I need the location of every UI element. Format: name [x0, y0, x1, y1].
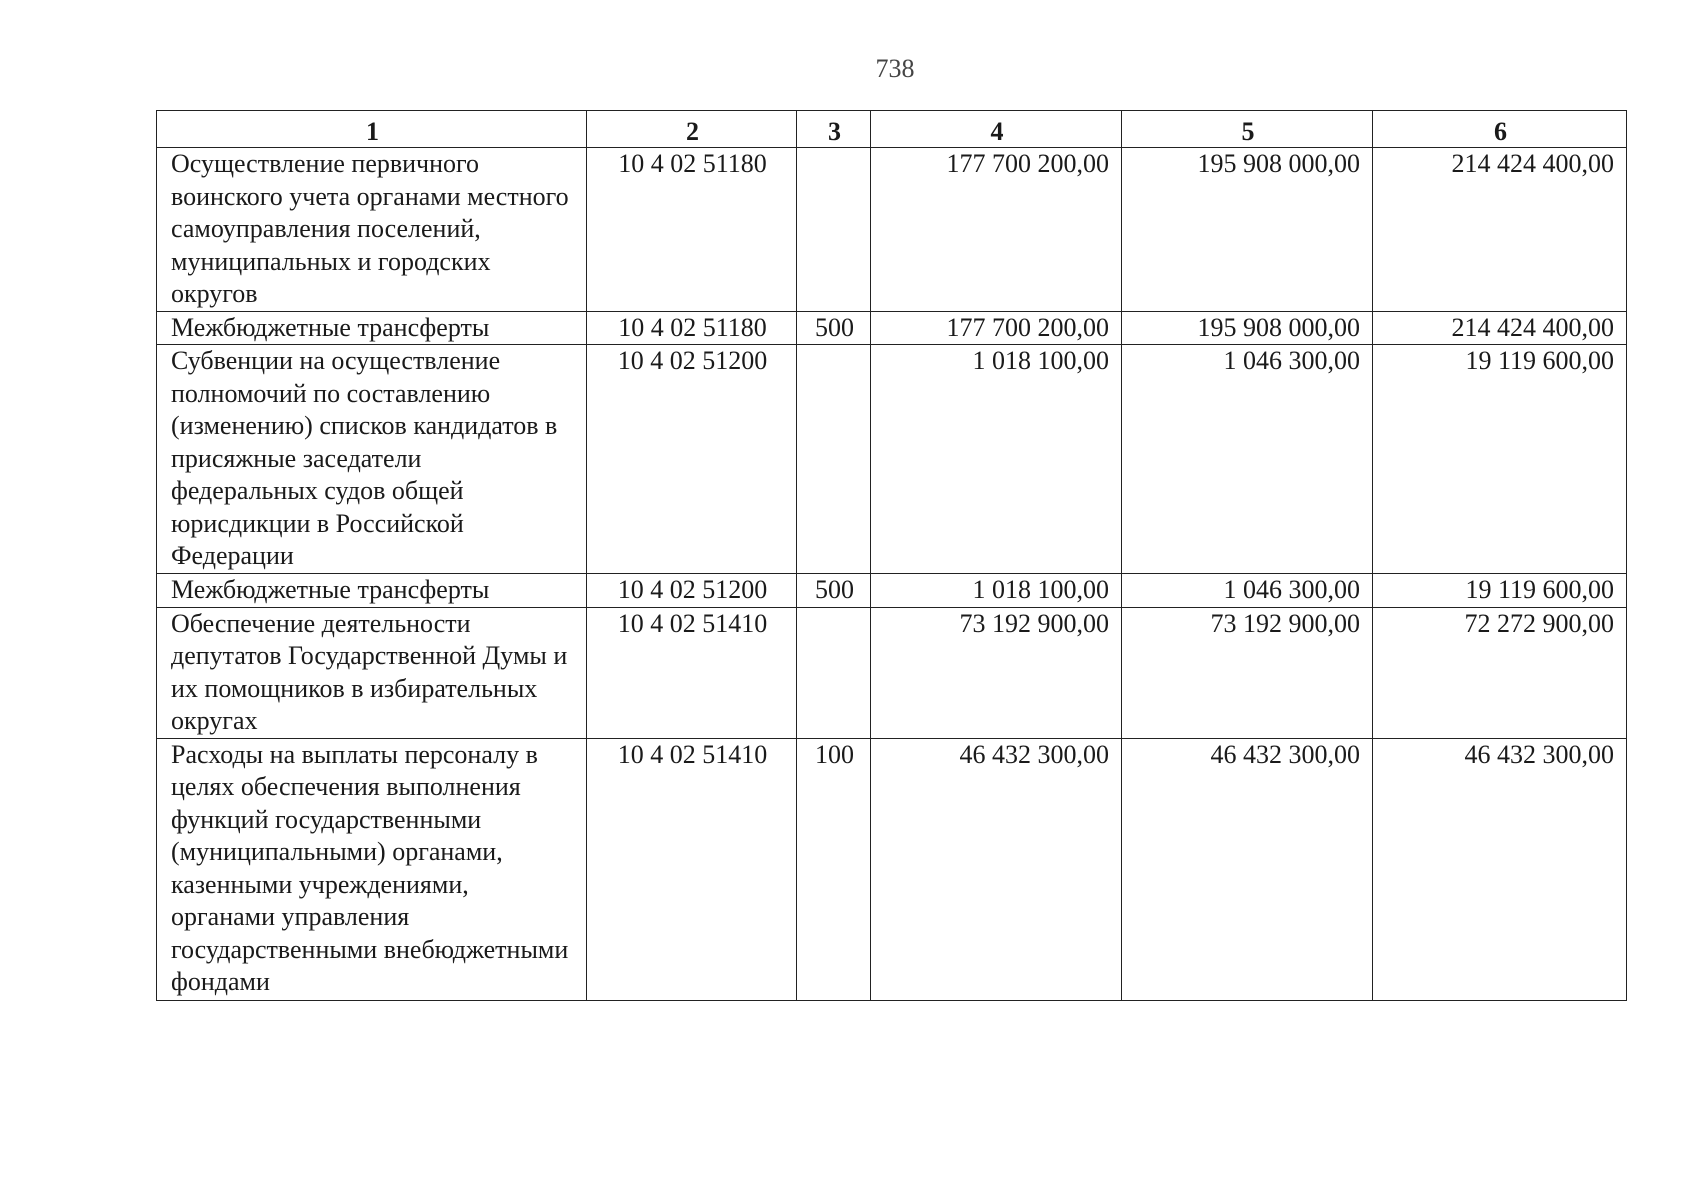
- expense-type: [797, 607, 871, 738]
- column-header-1: 1: [157, 111, 587, 148]
- amount-col-4: 177 700 200,00: [871, 311, 1122, 345]
- expense-name: Расходы на выплаты персоналу в целях обеспечения выполнения функций государственными (муниципальными) органами, казенными учреждениями, органами управления государственными внебюджетными фондами: [157, 738, 587, 1000]
- amount-col-4: 73 192 900,00: [871, 607, 1122, 738]
- column-header-3: 3: [797, 111, 871, 148]
- amount-col-6: 72 272 900,00: [1373, 607, 1627, 738]
- amount-col-6: 46 432 300,00: [1373, 738, 1627, 1000]
- expense-type: [797, 345, 871, 574]
- amount-col-4: 1 018 100,00: [871, 345, 1122, 574]
- amount-col-4: 46 432 300,00: [871, 738, 1122, 1000]
- expense-name: Межбюджетные трансферты: [157, 311, 587, 345]
- table-row: [157, 738, 1627, 1000]
- expense-name: Обеспечение деятельности депутатов Государственной Думы и их помощников в избирательных округах: [157, 607, 587, 738]
- expense-name: Межбюджетные трансферты: [157, 574, 587, 608]
- amount-col-5: 1 046 300,00: [1122, 574, 1373, 608]
- target-code: 10 4 02 51410: [587, 738, 797, 1000]
- amount-col-4: 177 700 200,00: [871, 148, 1122, 312]
- amount-col-6: 214 424 400,00: [1373, 311, 1627, 345]
- amount-col-5: 46 432 300,00: [1122, 738, 1373, 1000]
- amount-col-6: 19 119 600,00: [1373, 345, 1627, 574]
- table-row: [157, 148, 1627, 312]
- table-row: [157, 574, 1627, 608]
- table-row: [157, 311, 1627, 345]
- column-header-4: 4: [871, 111, 1122, 148]
- column-header-6: 6: [1373, 111, 1627, 148]
- amount-col-5: 195 908 000,00: [1122, 311, 1373, 345]
- target-code: 10 4 02 51180: [587, 148, 797, 312]
- expense-type: 500: [797, 311, 871, 345]
- budget-table: [156, 110, 1627, 1001]
- column-header-5: 5: [1122, 111, 1373, 148]
- amount-col-5: 195 908 000,00: [1122, 148, 1373, 312]
- target-code: 10 4 02 51200: [587, 345, 797, 574]
- target-code: 10 4 02 51180: [587, 311, 797, 345]
- expense-name: Субвенции на осуществление полномочий по составлению (изменению) списков кандидатов в присяжные заседатели федеральных судов общей юрисдикции в Российской Федерации: [157, 345, 587, 574]
- table-row: [157, 345, 1627, 574]
- amount-col-4: 1 018 100,00: [871, 574, 1122, 608]
- target-code: 10 4 02 51200: [587, 574, 797, 608]
- expense-type: 500: [797, 574, 871, 608]
- header-row: [157, 111, 1627, 148]
- amount-col-6: 214 424 400,00: [1373, 148, 1627, 312]
- amount-col-5: 73 192 900,00: [1122, 607, 1373, 738]
- amount-col-5: 1 046 300,00: [1122, 345, 1373, 574]
- expense-type: 100: [797, 738, 871, 1000]
- expense-type: [797, 148, 871, 312]
- page-number: 738: [875, 54, 915, 83]
- table-row: [157, 607, 1627, 738]
- expense-name: Осуществление первичного воинского учета органами местного самоуправления поселений, муниципальных и городских округов: [157, 148, 587, 312]
- target-code: 10 4 02 51410: [587, 607, 797, 738]
- amount-col-6: 19 119 600,00: [1373, 574, 1627, 608]
- column-header-2: 2: [587, 111, 797, 148]
